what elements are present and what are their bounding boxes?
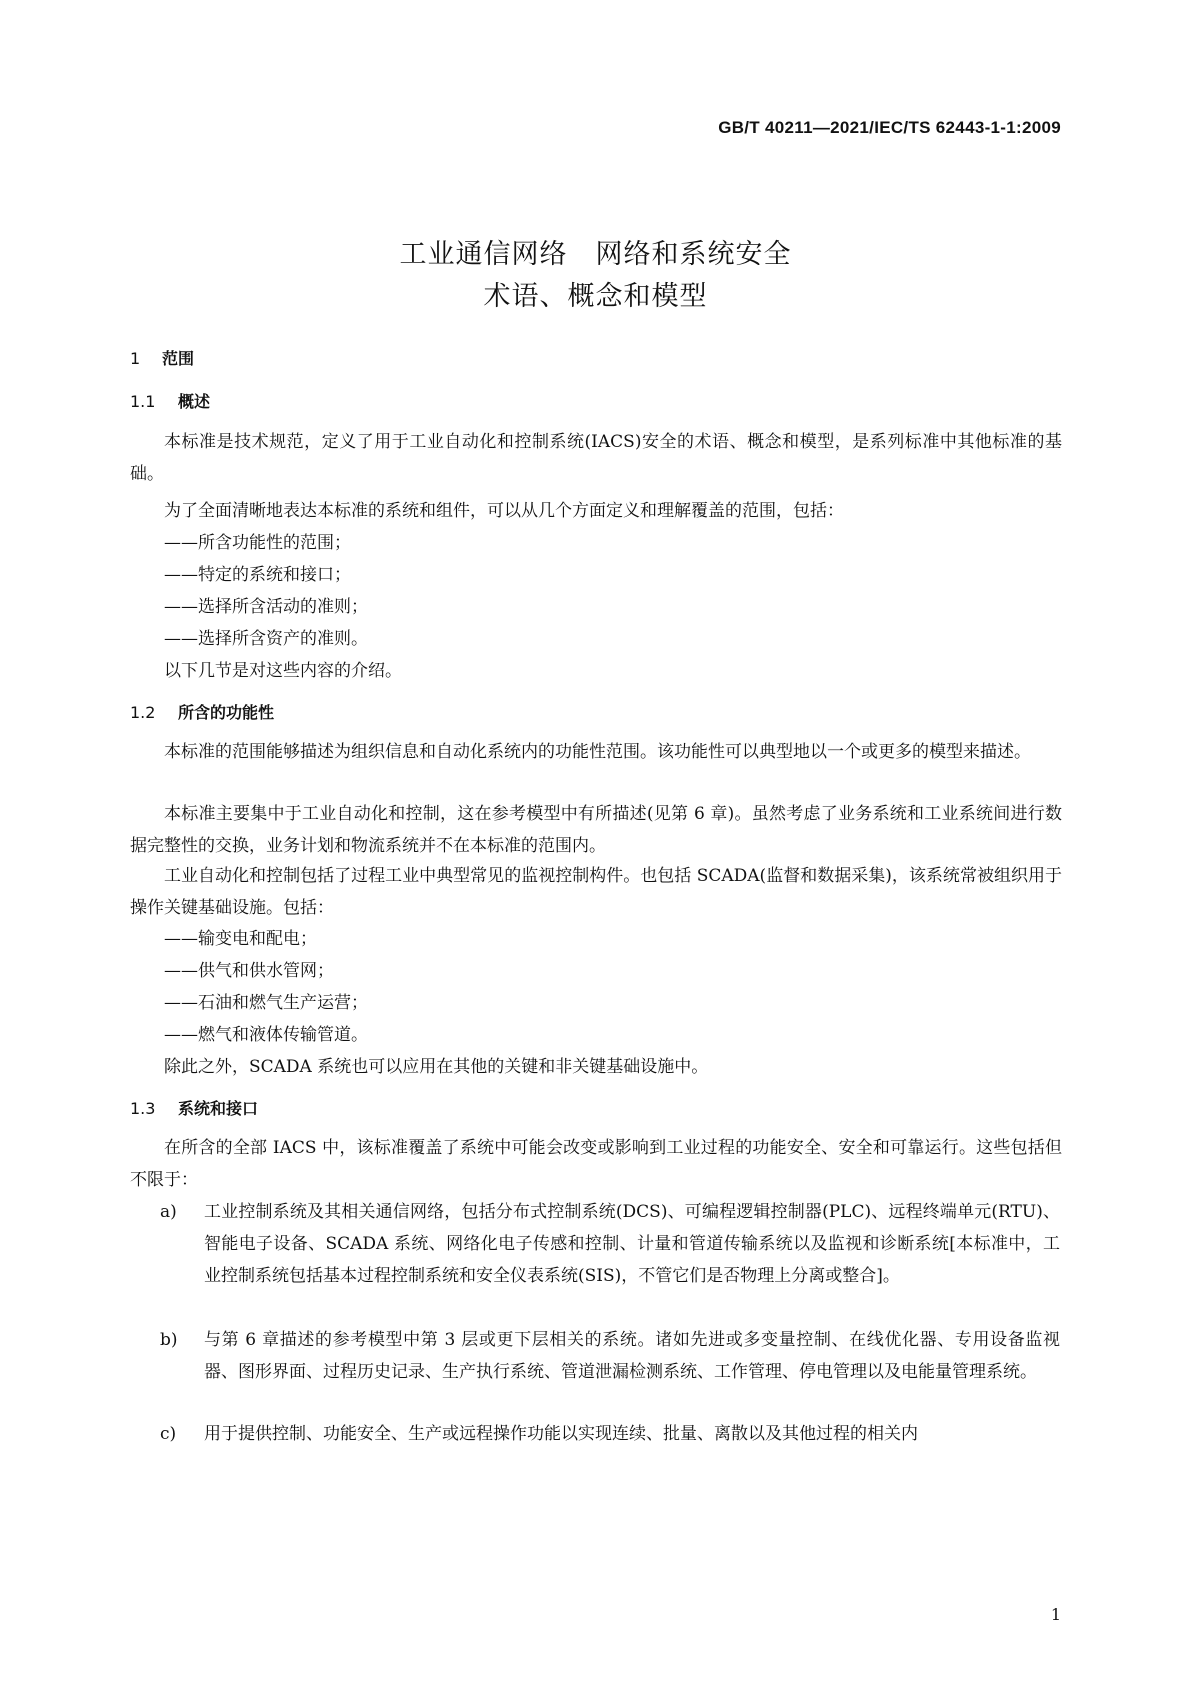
list-item-c xyxy=(160,1418,1060,1450)
section-title: 所含的功能性 xyxy=(178,703,275,722)
list-item: ——所含功能性的范围； xyxy=(164,533,351,553)
section-title: 系统和接口 xyxy=(178,1099,259,1118)
list-item-text: 工业控制系统及其相关通信网络，包括分布式控制系统(DCS)、可编程逻辑控制器(PLC)、远程终端单元(RTU)、智能电子设备、SCADA 系统、网络化电子传感和控制、计量和管道传输系统以及监视和诊断系统[本标准中，工业控制系统包括基本过程控制系统和安全仪表系统(SIS)，不管它们是否物理上分离或整合]。 xyxy=(204,1202,1060,1286)
list-item-text: 用于提供控制、功能安全、生产或远程操作功能以实现连续、批量、离散以及其他过程的相关内 xyxy=(204,1424,918,1444)
list-item-b xyxy=(160,1324,1060,1388)
paragraph: 工业自动化和控制包括了过程工业中典型常见的监视控制构件。也包括 SCADA(监督和数据采集)，该系统常被组织用于操作关键基础设施。包括： xyxy=(130,866,1062,918)
paragraph: 本标准的范围能够描述为组织信息和自动化系统内的功能性范围。该功能性可以典型地以一个或更多的模型来描述。 xyxy=(164,742,1031,762)
paragraph: 以下几节是对这些内容的介绍。 xyxy=(164,661,402,681)
list-item-text: 与第 6 章描述的参考模型中第 3 层或更下层相关的系统。诸如先进或多变量控制、在线优化器、专用设备监视器、图形界面、过程历史记录、生产执行系统、管道泄漏检测系统、工作管理、停电管理以及电能量管理系统。 xyxy=(204,1330,1060,1382)
section-1-3-heading xyxy=(130,1096,258,1119)
section-number: 1 xyxy=(130,349,141,368)
paragraph: 本标准是技术规范，定义了用于工业自动化和控制系统(IACS)安全的术语、概念和模型，是系列标准中其他标准的基础。 xyxy=(130,432,1062,484)
section-title: 范围 xyxy=(162,349,195,368)
list-item-a xyxy=(160,1196,1060,1292)
section-title: 概述 xyxy=(178,392,211,411)
section-1-heading xyxy=(130,346,194,369)
section-1-1-heading xyxy=(130,389,210,412)
list-marker: a) xyxy=(160,1202,177,1222)
list-item: ——选择所含活动的准则； xyxy=(164,597,368,617)
paragraph: 为了全面清晰地表达本标准的系统和组件，可以从几个方面定义和理解覆盖的范围，包括： xyxy=(164,501,844,521)
section-number: 1.3 xyxy=(130,1099,156,1118)
list-item: ——特定的系统和接口； xyxy=(164,565,351,585)
list-marker: b) xyxy=(160,1330,178,1350)
page-number: 1 xyxy=(1050,1605,1061,1624)
list-item: ——输变电和配电； xyxy=(164,929,317,949)
section-1-2-heading xyxy=(130,700,274,723)
list-item: ——石油和燃气生产运营； xyxy=(164,993,368,1013)
list-item: ——供气和供水管网； xyxy=(164,961,334,981)
list-item: ——燃气和液体传输管道。 xyxy=(164,1025,368,1045)
document-subtitle: 术语、概念和模型 xyxy=(483,281,708,312)
document-title: 工业通信网络 网络和系统安全 xyxy=(399,239,792,270)
section-number: 1.2 xyxy=(130,703,156,722)
list-item: ——选择所含资产的准则。 xyxy=(164,629,368,649)
paragraph: 除此之外，SCADA 系统也可以应用在其他的关键和非关键基础设施中。 xyxy=(164,1057,709,1077)
paragraph: 在所含的全部 IACS 中，该标准覆盖了系统中可能会改变或影响到工业过程的功能安全、安全和可靠运行。这些包括但不限于： xyxy=(130,1138,1062,1190)
list-marker: c) xyxy=(160,1424,177,1444)
document-code: GB/T 40211—2021/IEC/TS 62443-1-1:2009 xyxy=(718,118,1061,137)
paragraph: 本标准主要集中于工业自动化和控制，这在参考模型中有所描述(见第 6 章)。虽然考虑了业务系统和工业系统间进行数据完整性的交换，业务计划和物流系统并不在本标准的范围内。 xyxy=(130,804,1062,856)
section-number: 1.1 xyxy=(130,392,156,411)
